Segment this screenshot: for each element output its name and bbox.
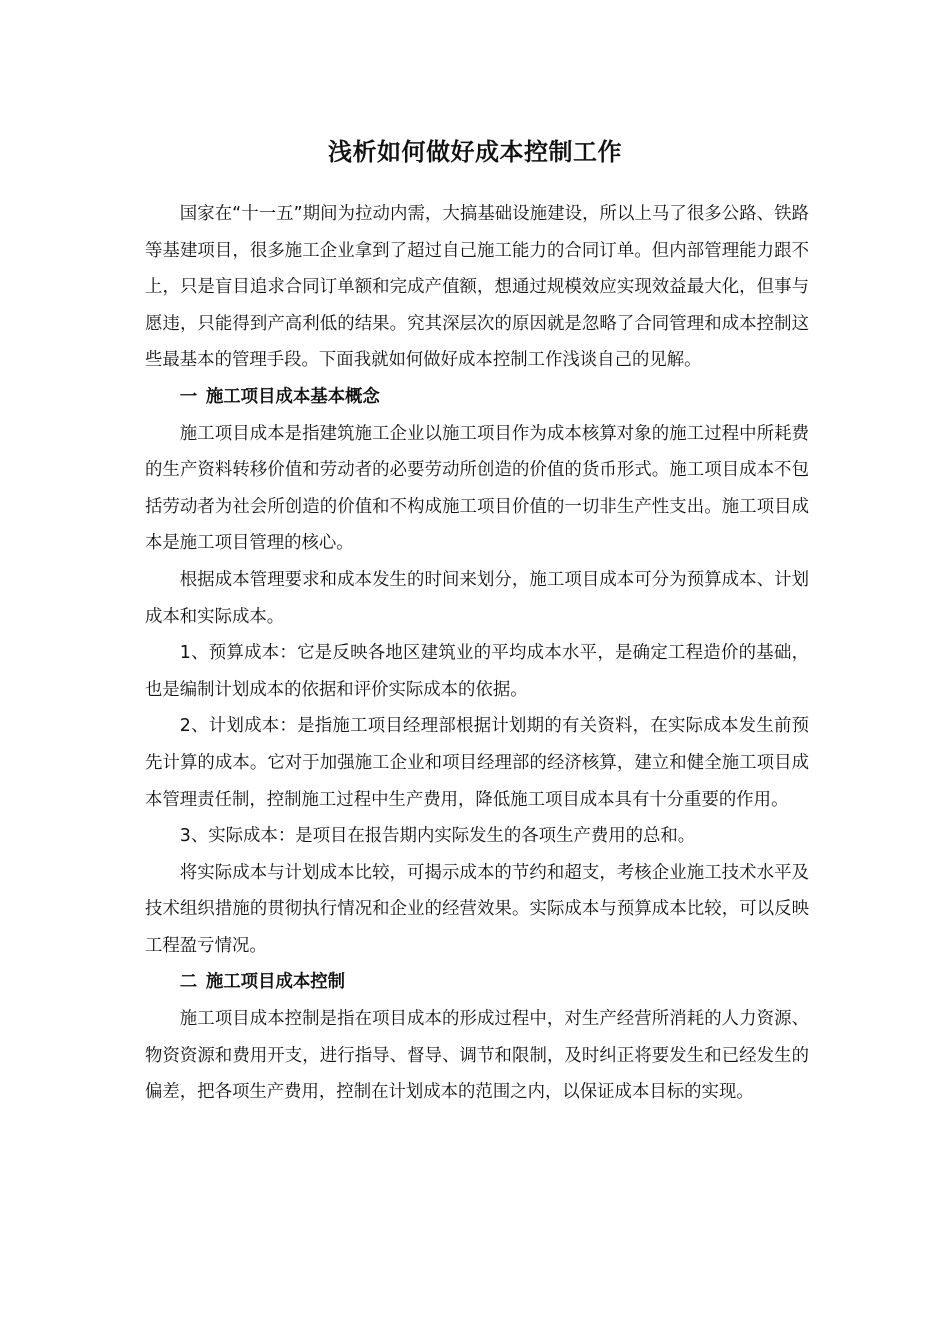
intro-paragraph: 国家在“十一五”期间为拉动内需，大搞基础设施建设，所以上马了很多公路、铁路等基建项目，很多施工企业拿到了超过自己施工能力的合同订单。但内部管理能力跟不上，只是盲目追求合同订单额和完成产值额，想通过规模效应实现效益最大化，但事与愿违，只能得到产高利低的结果。究其深层次的原因就是忽略了合同管理和成本控制这些最基本的管理手段。下面我就如何做好成本控制工作浅谈自己的见解。 [145, 204, 809, 371]
section-number: 二 [179, 972, 198, 993]
paragraph: 将实际成本与计划成本比较，可揭示成本的节约和超支，考核企业施工技术水平及技术组织措施的贯彻执行情况和企业的经营效果。实际成本与预算成本比较，可以反映工程盈亏情况。 [145, 862, 809, 956]
section-heading-text: 施工项目成本基本概念 [205, 386, 380, 407]
paragraph: 根据成本管理要求和成本发生的时间来划分，施工项目成本可分为预算成本、计划成本和实际成本。 [145, 569, 809, 627]
document-title: 浅析如何做好成本控制工作 [328, 138, 622, 166]
section-heading-text: 施工项目成本控制 [205, 972, 346, 993]
section-heading [145, 379, 809, 416]
paragraph: 施工项目成本控制是指在项目成本的形成过程中，对生产经营所消耗的人力资源、物资资源和费用开支，进行指导、督导、调节和限制，及时纠正将要发生和已经发生的偏差，把各项生产费用，控制在计划成本的范围之内，以保证成本目标的实现。 [145, 1009, 809, 1103]
section-heading [145, 964, 809, 1001]
paragraph: 施工项目成本是指建筑施工企业以施工项目作为成本核算对象的施工过程中所耗费的生产资料转移价值和劳动者的必要劳动所创造的价值的货币形式。施工项目成本不包括劳动者为社会所创造的价值和不构成施工项目价值的一切非生产性支出。施工项目成本是施工项目管理的核心。 [145, 423, 809, 554]
list-item-paragraph: 2、计划成本：是指施工项目经理部根据计划期的有关资料，在实际成本发生前预先计算的成本。它对于加强施工企业和项目经理部的经济核算，建立和健全施工项目成本管理责任制，控制施工过程中生产费用，降低施工项目成本具有十分重要的作用。 [145, 716, 809, 810]
list-item-paragraph: 1、预算成本：它是反映各地区建筑业的平均成本水平，是确定工程造价的基础，也是编制计划成本的依据和评价实际成本的依据。 [145, 643, 809, 700]
list-item-paragraph: 3、实际成本：是项目在报告期内实际发生的各项生产费用的总和。 [179, 826, 696, 847]
document-body [145, 196, 809, 1111]
section-number: 一 [179, 386, 198, 407]
